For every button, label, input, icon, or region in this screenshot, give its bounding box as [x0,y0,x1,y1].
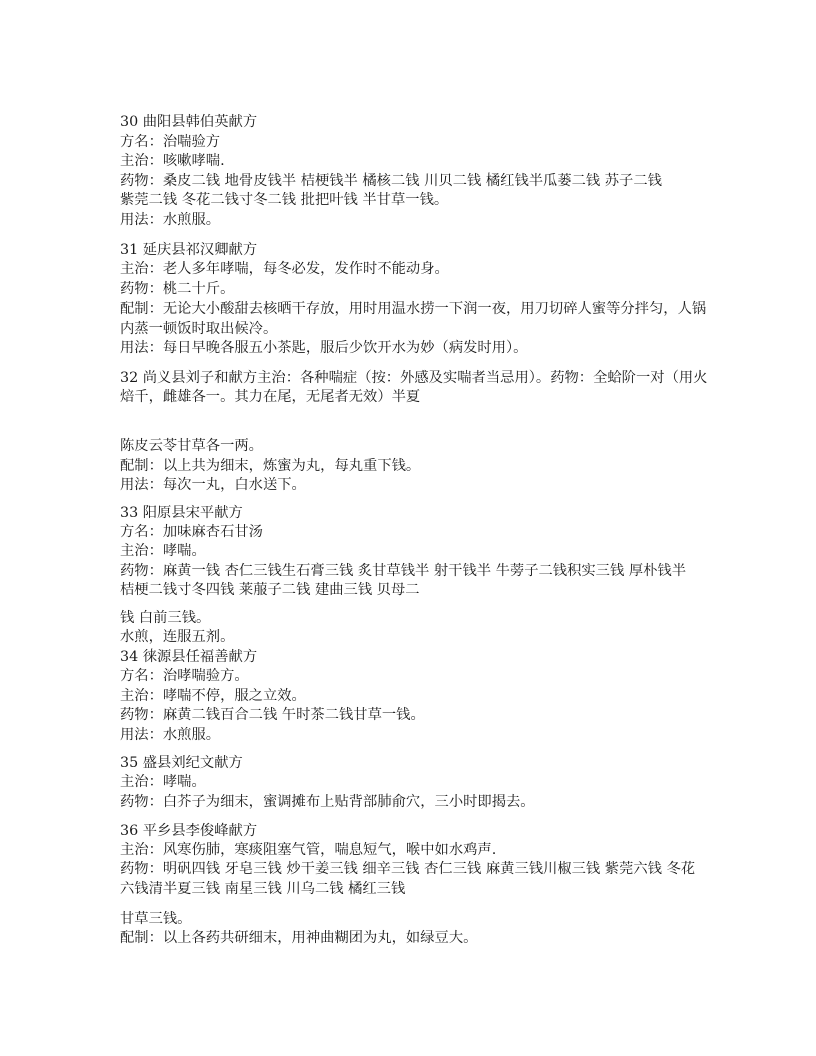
text-line: 陈皮云苓甘草各一两。 [120,438,263,454]
section-heading: 36 平乡县李俊峰献方 [120,823,258,839]
text-line: 药物：桃二十斤。 [120,281,235,297]
text-line: 主治：风寒伤肺，寒痰阻塞气管，喘息短气，喉中如水鸡声. [120,842,497,858]
text-line: 配制：以上各药共研细末，用神曲糊团为丸，如绿豆大。 [120,930,478,946]
text-line: 主治：哮喘不停，服之立效。 [120,688,306,704]
section-heading: 33 阳原县宋平献方 [120,505,243,521]
text-line: 主治：老人多年哮喘，每冬必发，发作时不能动身。 [120,261,449,277]
text-line: 主治：哮喘。 [120,543,206,559]
section-heading: 35 盛县刘纪文献方 [120,755,243,771]
text-line: 用法：每日早晚各服五小茶匙，服后少饮开水为妙（病发时用）。 [120,340,528,356]
text-line: 水煎，连服五剂。 [120,629,235,645]
text-line: 主治：哮喘。 [120,774,206,790]
text-line: 钱 白前三钱。 [120,610,211,626]
text-line: 方名：加味麻杏石甘汤 [120,524,263,540]
text-line: 药物：明矾四钱 牙皂三钱 炒干姜三钱 细辛三钱 杏仁三钱 麻黄三钱川椒三钱 紫莞六钱 冬花 [120,861,696,877]
section-heading: 32 尚义县刘子和献方主治：各种喘症（按：外感及实喘者当忌用）。药物：全蛤阶一对（用火 [120,370,708,386]
text-line: 紫莞二钱 冬花二钱寸冬二钱 批把叶钱 半甘草一钱。 [120,192,449,208]
section-heading: 34 徕源县任福善献方 [120,649,258,665]
text-line: 桔梗二钱寸冬四钱 莱菔子二钱 建曲三钱 贝母二 [120,582,420,598]
text-line: 焙千，雌雄各一。其力在尾，无尾者无效）半夏 [120,389,421,405]
text-line: 用法：每次一丸，白水送下。 [120,477,306,493]
section-heading: 31 延庆县祁汉卿献方 [120,242,258,258]
text-line: 用法：水煎服。 [120,727,221,743]
text-line: 配制：以上共为细末，炼蜜为丸，每丸重下钱。 [120,458,421,474]
text-line: 配制：无论大小酸甜去核晒干存放，用时用温水捞一下润一夜，用刀切碎人蜜等分拌匀，人锅 [120,301,707,317]
text-line: 内蒸一顿饭时取出候冷。 [120,321,278,337]
text-line: 药物：白芥子为细末，蜜调摊布上贴背部肺俞穴，三小时即揭去。 [120,794,535,810]
text-line: 药物：麻黄一钱 杏仁三钱生石膏三钱 炙甘草钱半 射干钱半 牛蒡子二钱积实三钱 厚朴钱半 [120,563,687,579]
text-line: 甘草三钱。 [120,911,192,927]
section-heading: 30 曲阳县韩伯英献方 [120,114,258,130]
text-line: 方名：治喘验方 [120,134,221,150]
text-line: 六钱清半夏三钱 南星三钱 川乌二钱 橘红三钱 [120,881,406,897]
text-line: 用法：水煎服。 [120,212,221,228]
text-line: 方名：治哮喘验方。 [120,668,249,684]
text-line: 药物：麻黄二钱百合二钱 午时茶二钱甘草一钱。 [120,707,425,723]
text-line: 主治：咳嗽哮喘. [120,153,225,169]
text-line: 药物：桑皮二钱 地骨皮钱半 桔梗钱半 橘核二钱 川贝二钱 橘红钱半瓜蒌二钱 苏子二钱 [120,173,662,189]
